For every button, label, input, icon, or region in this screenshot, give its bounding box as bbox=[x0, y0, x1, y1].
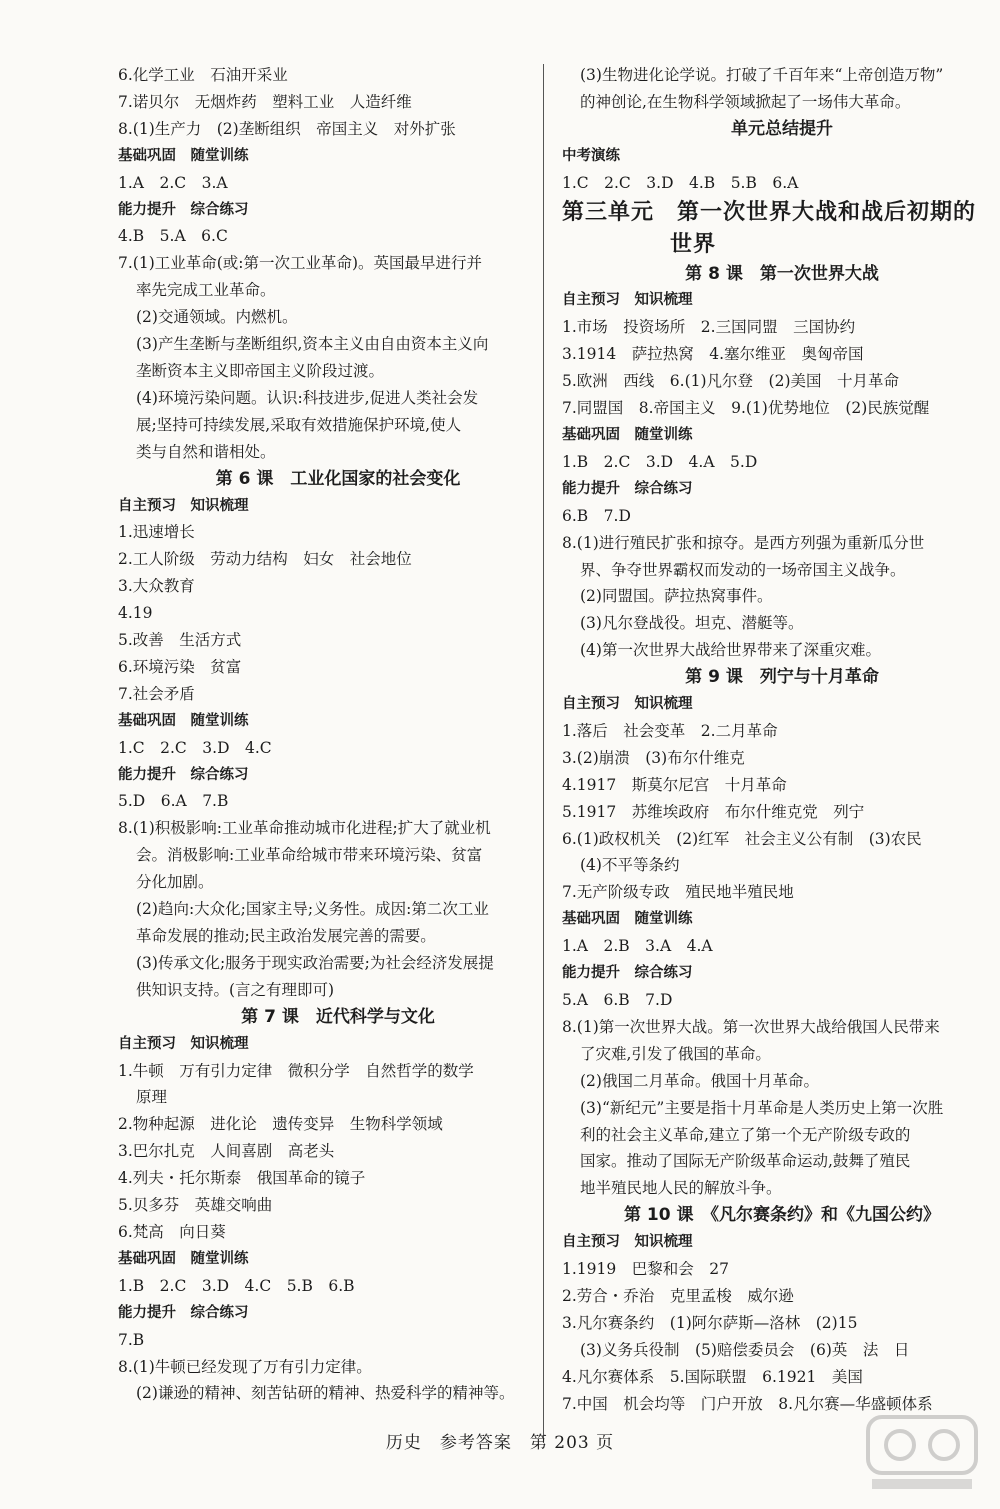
section-heading: 基础巩固 随堂训练 bbox=[118, 147, 249, 164]
answer-line: 率先完成工业革命。 bbox=[136, 281, 276, 300]
section-heading: 基础巩固 随堂训练 bbox=[562, 911, 693, 928]
section-heading: 基础巩固 随堂训练 bbox=[118, 712, 249, 729]
section-heading: 自主预习 知识梳理 bbox=[562, 292, 693, 309]
answer-line: 5.贝多芬 英雄交响曲 bbox=[118, 1196, 273, 1215]
lesson-title: 第 6 课 工业化国家的社会变化 bbox=[215, 468, 461, 489]
section-heading: 自主预习 知识梳理 bbox=[562, 696, 693, 713]
answer-line: (4)环境污染问题。认识:科技进步,促进人类社会发 bbox=[136, 388, 479, 407]
answer-line: 国家。推动了国际无产阶级革命运动,鼓舞了殖民 bbox=[580, 1152, 911, 1171]
lesson-title: 第 7 课 近代科学与文化 bbox=[241, 1006, 435, 1027]
answer-line: 地半殖民地人民的解放斗争。 bbox=[580, 1179, 782, 1198]
answer-line: 4.19 bbox=[118, 604, 153, 623]
answer-line: 8.(1)生产力 (2)垄断组织 帝国主义 对外扩张 bbox=[118, 119, 456, 138]
section-heading: 基础巩固 随堂训练 bbox=[118, 1250, 249, 1267]
answer-line: (4)第一次世界大战给世界带来了深重灾难。 bbox=[580, 641, 881, 660]
answer-line: 1.B 2.C 3.D 4.C 5.B 6.B bbox=[118, 1276, 355, 1295]
answer-line: (3)生物进化论学说。打破了千百年来“上帝创造万物” bbox=[580, 66, 944, 84]
answer-line: 分化加剧。 bbox=[136, 873, 214, 892]
answer-line: 6.梵高 向日葵 bbox=[118, 1222, 226, 1241]
answer-line: 垄断资本主义即帝国主义阶段过渡。 bbox=[136, 361, 385, 380]
answer-line: (3)“新纪元”主要是指十月革命是人类历史上第一次胜 bbox=[580, 1098, 944, 1117]
section-heading: 中考演练 bbox=[562, 147, 620, 164]
answer-line: 3.大众教育 bbox=[118, 577, 195, 596]
section-heading: 自主预习 知识梳理 bbox=[118, 497, 249, 514]
answer-line: 1.C 2.C 3.D 4.B 5.B 6.A bbox=[562, 173, 799, 192]
answer-line: 2.工人阶级 劳动力结构 妇女 社会地位 bbox=[118, 550, 412, 569]
answer-line: 3.巴尔扎克 人间喜剧 高老头 bbox=[118, 1142, 335, 1161]
watermark-logo-icon bbox=[862, 1411, 982, 1495]
answer-line: 7.(1)工业革命(或:第一次工业革命)。英国最早进行并 bbox=[118, 254, 483, 273]
answer-line: 8.(1)进行殖民扩张和掠夺。是西方列强为重新瓜分世 bbox=[562, 533, 925, 552]
answer-line: 5.1917 苏维埃政府 布尔什维克党 列宁 bbox=[562, 802, 865, 821]
answer-line: 7.无产阶级专政 殖民地半殖民地 bbox=[562, 883, 794, 902]
answer-line: 供知识支持。(言之有理即可) bbox=[136, 980, 335, 999]
answer-line: 展;坚持可持续发展,采取有效措施保护环境,使人 bbox=[136, 415, 462, 434]
section-heading: 基础巩固 随堂训练 bbox=[562, 426, 693, 443]
answer-line: 1.C 2.C 3.D 4.C bbox=[118, 738, 272, 757]
section-heading: 自主预习 知识梳理 bbox=[562, 1234, 693, 1251]
answer-line: 3.凡尔赛条约 (1)阿尔萨斯—洛林 (2)15 bbox=[562, 1313, 858, 1332]
answer-line: 5.改善 生活方式 bbox=[118, 631, 242, 650]
answer-line: 6.化学工业 石油开采业 bbox=[118, 66, 288, 84]
section-heading: 能力提升 综合练习 bbox=[118, 766, 249, 783]
answer-line: 革命发展的推动;民主政治发展完善的需要。 bbox=[136, 927, 436, 945]
answer-line: (2)交通领域。内燃机。 bbox=[136, 308, 298, 327]
answer-line: 1.落后 社会变革 2.二月革命 bbox=[562, 721, 778, 740]
answer-line: (3)传承文化;服务于现实政治需要;为社会经济发展提 bbox=[136, 953, 494, 972]
answer-line: 2.物种起源 进化论 遗传变异 生物科学领域 bbox=[118, 1115, 443, 1134]
unit-title: 世界 bbox=[670, 231, 717, 257]
answer-line: 1.市场 投资场所 2.三国同盟 三国协约 bbox=[562, 318, 856, 337]
answer-line: 1.A 2.C 3.A bbox=[118, 173, 228, 192]
lesson-title: 第 8 课 第一次世界大战 bbox=[685, 263, 879, 284]
answer-line: (2)俄国二月革命。俄国十月革命。 bbox=[580, 1071, 819, 1090]
answer-line: 8.(1)第一次世界大战。第一次世界大战给俄国人民带来 bbox=[562, 1017, 940, 1036]
answer-line: 会。消极影响:工业革命给城市带来环境污染、贫富 bbox=[136, 846, 483, 865]
answer-line: 3.1914 萨拉热窝 4.塞尔维亚 奥匈帝国 bbox=[562, 345, 864, 364]
answer-line: 5.A 6.B 7.D bbox=[562, 991, 673, 1009]
answer-line: 6.环境污染 贫富 bbox=[118, 657, 242, 676]
lesson-title: 单元总结提升 bbox=[731, 118, 833, 139]
answer-line: 6.B 7.D bbox=[562, 506, 631, 525]
answer-line: 8.(1)牛顿已经发现了万有引力定律。 bbox=[118, 1357, 372, 1376]
page-footer: 历史 参考答案 第 203 页 bbox=[385, 1433, 615, 1453]
answer-line: 1.牛顿 万有引力定律 微积分学 自然哲学的数学 bbox=[118, 1061, 474, 1080]
column-divider bbox=[543, 64, 544, 1442]
right-column bbox=[562, 62, 1000, 1418]
answer-line: 7.中国 机会均等 门户开放 8.凡尔赛—华盛顿体系 bbox=[562, 1394, 933, 1413]
answer-line: 4.B 5.A 6.C bbox=[118, 227, 228, 246]
lesson-title: 第 9 课 列宁与十月革命 bbox=[685, 667, 879, 688]
section-heading: 自主预习 知识梳理 bbox=[118, 1035, 249, 1052]
answer-line: 7.B bbox=[118, 1330, 145, 1349]
answer-line: 8.(1)积极影响:工业革命推动城市化进程;扩大了就业机 bbox=[118, 819, 491, 838]
answer-line: (3)产生垄断与垄断组织,资本主义由自由资本主义向 bbox=[136, 335, 489, 354]
answer-line: 2.劳合・乔治 克里孟梭 威尔逊 bbox=[562, 1286, 794, 1305]
answer-line: 4.1917 斯莫尔尼宫 十月革命 bbox=[562, 775, 787, 794]
answer-line: 4.凡尔赛体系 5.国际联盟 6.1921 美国 bbox=[562, 1367, 863, 1386]
answer-line: 4.列夫・托尔斯泰 俄国革命的镜子 bbox=[118, 1169, 366, 1188]
answer-line: 3.(2)崩溃 (3)布尔什维克 bbox=[562, 748, 745, 767]
answer-line: 的神创论,在生物科学领域掀起了一场伟大革命。 bbox=[580, 92, 911, 111]
answer-line: (2)趋向:大众化;国家主导;义务性。成因:第二次工业 bbox=[136, 900, 489, 919]
answer-line: 类与自然和谐相处。 bbox=[136, 442, 276, 461]
answer-line: (4)不平等条约 bbox=[580, 856, 680, 875]
answer-line: 1.迅速增长 bbox=[118, 523, 195, 542]
answer-line: 1.B 2.C 3.D 4.A 5.D bbox=[562, 452, 758, 471]
left-column bbox=[118, 62, 558, 1407]
answer-line: 5.D 6.A 7.B bbox=[118, 792, 229, 811]
answer-line: (3)凡尔登战役。坦克、潜艇等。 bbox=[580, 614, 804, 633]
section-heading: 能力提升 综合练习 bbox=[118, 1304, 249, 1321]
answer-line: 7.社会矛盾 bbox=[118, 684, 195, 703]
answer-line: 了灾难,引发了俄国的革命。 bbox=[580, 1044, 771, 1063]
section-heading: 能力提升 综合练习 bbox=[118, 201, 249, 218]
section-heading: 能力提升 综合练习 bbox=[562, 480, 693, 497]
unit-title: 第三单元 第一次世界大战和战后初期的 bbox=[562, 199, 977, 225]
answer-line: 6.(1)政权机关 (2)红军 社会主义公有制 (3)农民 bbox=[562, 829, 922, 848]
lesson-title: 第 10 课 《凡尔赛条约》和《九国公约》 bbox=[624, 1205, 940, 1226]
section-heading: 能力提升 综合练习 bbox=[562, 965, 693, 982]
answer-line: 界、争夺世界霸权而发动的一场帝国主义战争。 bbox=[580, 560, 906, 579]
answer-line: 1.A 2.B 3.A 4.A bbox=[562, 937, 713, 956]
answer-line: 5.欧洲 西线 6.(1)凡尔登 (2)美国 十月革命 bbox=[562, 372, 899, 391]
answer-line: 原理 bbox=[136, 1088, 168, 1107]
answer-line: (2)同盟国。萨拉热窝事件。 bbox=[580, 587, 773, 606]
answer-line: (3)义务兵役制 (5)赔偿委员会 (6)英 法 日 bbox=[580, 1340, 910, 1359]
answer-line: 利的社会主义革命,建立了第一个无产阶级专政的 bbox=[580, 1125, 911, 1144]
answer-line: (2)谦逊的精神、刻苦钻研的精神、热爱科学的精神等。 bbox=[136, 1384, 515, 1403]
answer-line: 1.1919 巴黎和会 27 bbox=[562, 1260, 729, 1279]
answer-line: 7.诺贝尔 无烟炸药 塑料工业 人造纤维 bbox=[118, 92, 412, 111]
answer-line: 7.同盟国 8.帝国主义 9.(1)优势地位 (2)民族觉醒 bbox=[562, 399, 930, 418]
